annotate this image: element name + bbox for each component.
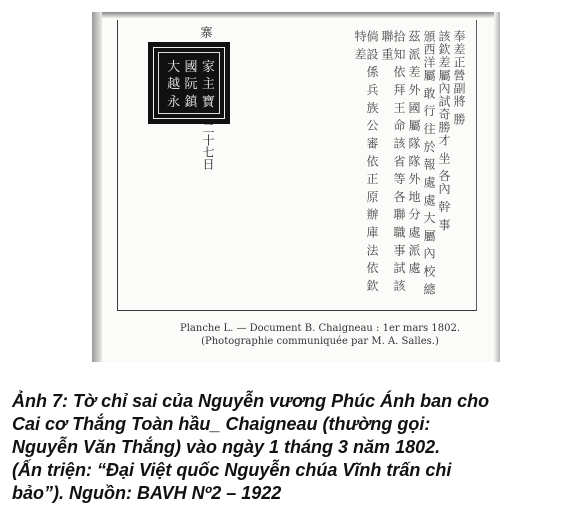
script-column: 拾 知 依 拜 王 命 該 省 等 各 聯 職 事 試 該 聯 重 bbox=[380, 30, 406, 293]
plate-caption-line-1: Planche L. — Document B. Chaigneau : 1er mars 1802. bbox=[179, 323, 460, 334]
script-column: 奉差正營副將 勝 bbox=[452, 30, 466, 126]
seal-glyph: 主 bbox=[201, 77, 215, 93]
photo-shadow-left bbox=[92, 12, 102, 362]
seal-glyph: 永 bbox=[167, 94, 181, 110]
seal-inner-border-2 bbox=[158, 52, 220, 114]
script-columns bbox=[340, 30, 465, 300]
figure-caption: Ảnh 7: Tờ chỉ sai của Nguyễn vương Phúc Ánh ban cho Cai cơ Thắng Toàn hầu_ Chaigneau (thường gọi: Nguyễn Văn Thắng) vào ngày 1 tháng 3 năm 1802. (Ấn triện: “Đại Việt quốc Nguyễn chúa Vĩnh trấn chi bảo”). Nguồn: BAVH Nº2 – 1922 bbox=[12, 391, 490, 503]
script-column: 該欽差屬內試奇勝才 坐 各內 幹 事 bbox=[437, 30, 451, 232]
seal-glyph: 阮 bbox=[184, 77, 198, 93]
seal-glyph: 鎮 bbox=[184, 94, 198, 110]
plate-caption-line-2: (Photographie communiquée par M. A. Salles.) bbox=[201, 336, 439, 347]
photo-shadow-top bbox=[92, 12, 500, 18]
photo-shadow-right bbox=[494, 12, 500, 362]
seal-glyph: 越 bbox=[167, 77, 181, 93]
script-column: 倘 設 係 兵 族 公 審 依 正 原 辦 庫 法 依 欽 特 差 bbox=[353, 30, 379, 293]
document-date-column: 二十七日 bbox=[201, 122, 215, 170]
script-column: 頒西洋屬 敢 行 往 於 報 處 處 大 屬 內 校 總 bbox=[422, 30, 436, 296]
script-column: 茲 派 差 外 國 屬 隊 隊 外 地 分 處 派 處 bbox=[407, 30, 421, 275]
royal-seal bbox=[148, 42, 230, 124]
seal-glyphs bbox=[165, 59, 217, 111]
seal-glyph: 寶 bbox=[201, 94, 215, 110]
seal-glyph: 家 bbox=[201, 60, 215, 75]
seal-glyph: 大 bbox=[167, 60, 181, 75]
seal-top-character: 寨 bbox=[199, 26, 213, 38]
plate-caption bbox=[155, 322, 485, 348]
seal-inner-border bbox=[153, 47, 225, 119]
seal-glyph: 國 bbox=[184, 60, 198, 75]
